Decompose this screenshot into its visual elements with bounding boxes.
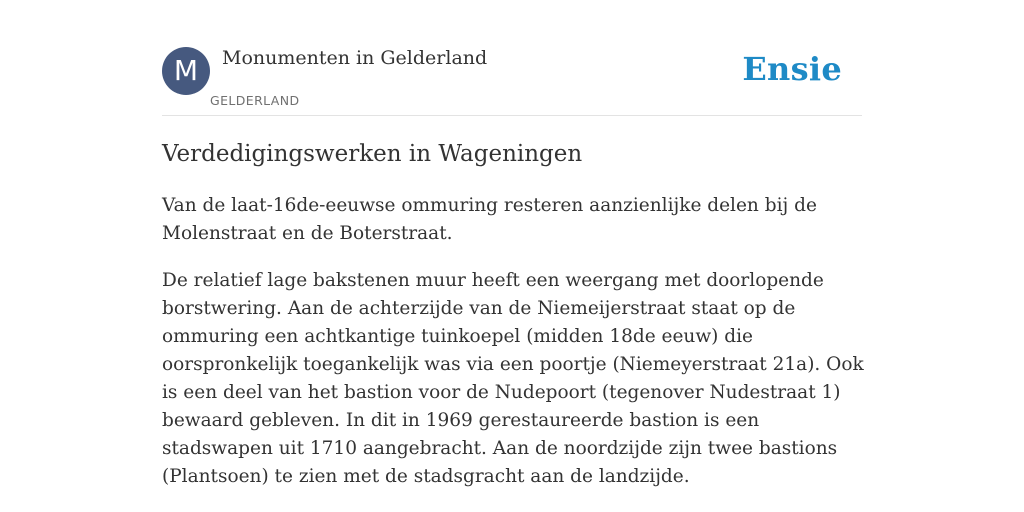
source-subtitle[interactable]: GELDERLAND [210,93,300,108]
page [162,0,864,487]
source-avatar[interactable]: M [162,47,210,95]
article-paragraph-1: Van de laat-16de-eeuwse ommuring resteren aanzienlijke delen bij de Molenstraat en de Boterstraat. [162,195,817,244]
brand-logo[interactable]: Ensie [742,50,842,88]
article-title: Verdedigingswerken in Wageningen [162,141,583,167]
header [162,0,862,116]
article-paragraph-2: De relatief lage bakstenen muur heeft een weergang met doorlopende borstwering. Aan de achterzijde van de Niemeijerstraat staat op de ommuring een achtkantige tuinkoepel (midden 18de eeuw) die oorspronkelijk toegankelijk was via een poortje (Niemeyerstraat 21a). Ook is een deel van het bastion voor de Nudepoort (tegenover Nudestraat 1) bewaard gebleven. In dit in 1969 gerestaureerde bastion is een stadswapen uit 1710 aangebracht. Aan de noordzijde zijn twee bastions (Plantsoen) te zien met de stadsgracht aan de landzijde. [162,270,864,487]
source-title[interactable]: Monumenten in Gelderland [222,47,488,69]
